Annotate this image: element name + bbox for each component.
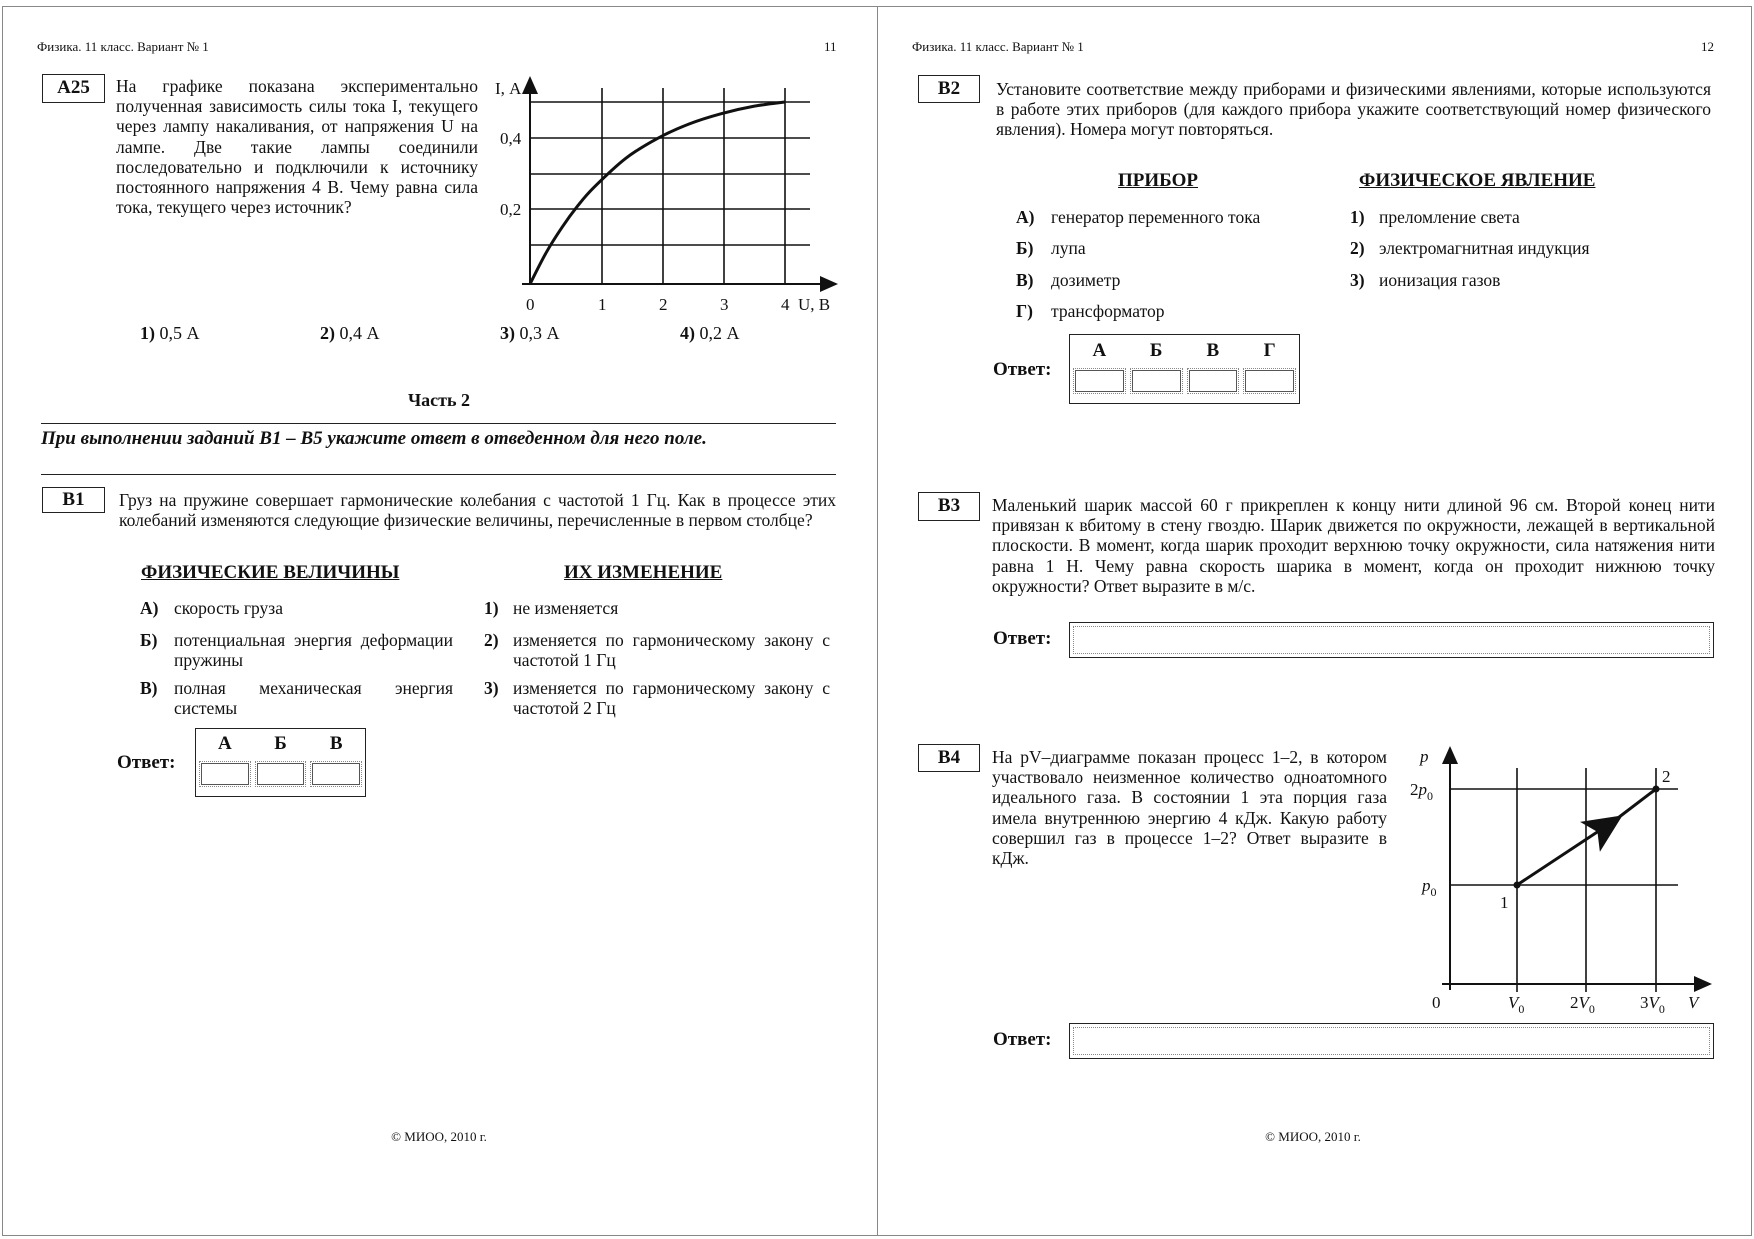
device-item: Б) лупа bbox=[1016, 238, 1086, 258]
option-value: 0,5 А bbox=[159, 323, 200, 343]
phenomenon-item: 3) ионизация газов bbox=[1350, 270, 1501, 290]
change-item: 2) изменяется по гармоническому закону с частотой 1 Гц bbox=[484, 630, 830, 670]
answer-column-header: А bbox=[217, 733, 232, 754]
answer-label: Ответ: bbox=[993, 359, 1052, 380]
task-tag-b2: В2 bbox=[918, 75, 980, 103]
x-axis-label: U, В bbox=[798, 295, 831, 314]
quantity-item: В) полная механическая энергия системы bbox=[140, 678, 453, 718]
part-title: Часть 2 bbox=[407, 390, 471, 410]
device-item: Г) трансформатор bbox=[1016, 301, 1165, 321]
origin-label: 0 bbox=[1432, 993, 1441, 1012]
part-instruction: При выполнении заданий В1 – В5 укажите ответ в отведенном для него поле. bbox=[41, 428, 707, 449]
column-heading: ФИЗИЧЕСКИЕ ВЕЛИЧИНЫ bbox=[141, 562, 400, 583]
answer-column-header: А bbox=[1092, 340, 1107, 361]
column-heading: ИХ ИЗМЕНЕНИЕ bbox=[564, 562, 723, 583]
x-tick: 2 bbox=[659, 295, 668, 314]
task-b4-text: На pV–диаграмме показан процесс 1–2, в котором участвовало неизменное количество одноатомного идеального газа. В состоянии 1 эта порция газа имела внутреннюю энергию 4 кДж. Какую работу совершил газ в процессе 1–2? Ответ выразите в кДж. bbox=[992, 747, 1387, 869]
answer-cell[interactable] bbox=[1130, 368, 1183, 394]
x-tick: 0 bbox=[526, 295, 535, 314]
task-b1-text: Груз на пружине совершает гармонические колебания с частотой 1 Гц. Как в процессе этих колебаний изменяются следующие физические величины, перечисленные в первом столбце? bbox=[119, 490, 836, 531]
option-3[interactable] bbox=[500, 323, 560, 344]
page-header: Физика. 11 класс. Вариант № 1 bbox=[37, 39, 209, 54]
process-arrow bbox=[1517, 817, 1620, 885]
x-tick: 4 bbox=[781, 295, 790, 314]
v-tick: $3V_0$ bbox=[1640, 993, 1665, 1016]
answer-column-header: Г bbox=[1263, 340, 1276, 361]
v-tick: $2V_0$ bbox=[1570, 993, 1595, 1016]
device-item: А) генератор переменного тока bbox=[1016, 207, 1261, 227]
divider bbox=[41, 474, 836, 475]
answer-cell[interactable] bbox=[310, 761, 362, 787]
p-tick: $2p_0$ bbox=[1410, 780, 1433, 803]
point-label: 1 bbox=[1500, 893, 1509, 912]
page-header: Физика. 11 класс. Вариант № 1 bbox=[912, 39, 1084, 54]
option-number: 1) bbox=[140, 323, 155, 343]
divider bbox=[41, 423, 836, 424]
x-tick: 3 bbox=[720, 295, 729, 314]
page-footer: © МИОО, 2010 г. bbox=[391, 1129, 487, 1144]
phenomenon-item: 1) преломление света bbox=[1350, 207, 1520, 227]
answer-label: Ответ: bbox=[117, 752, 176, 773]
task-tag-b4: В4 bbox=[918, 744, 980, 772]
p-axis-label: p bbox=[1420, 747, 1429, 766]
state-point-1 bbox=[1514, 882, 1521, 889]
task-tag-b3: В3 bbox=[918, 492, 980, 521]
answer-column-header: Б bbox=[274, 733, 287, 754]
iv-curve bbox=[530, 102, 785, 284]
task-b3-text: Маленький шарик массой 60 г прикреплен к концу нити длиной 96 см. Второй конец нити привязан к вбитому в стену гвоздю. Шарик движется по окружности, лежащей в вертикальной плоскости. В момент, когда шарик проходит верхнюю точку окружности, сила натяжения нити равна 1 Н. Чему равна скорость шарика в момент, когда он проходит нижнюю точку окружности? Ответ выразите в м/с. bbox=[992, 495, 1715, 596]
option-4[interactable] bbox=[680, 323, 740, 344]
y-tick: 0,2 bbox=[500, 200, 522, 219]
answer-column-header: В bbox=[329, 733, 343, 754]
answer-field-b3[interactable] bbox=[1069, 622, 1714, 658]
v-tick: $V_0$ bbox=[1508, 993, 1525, 1016]
task-tag-b1: В1 bbox=[42, 487, 105, 513]
process-line bbox=[1610, 789, 1656, 824]
option-number: 3) bbox=[500, 323, 515, 343]
answer-cell[interactable] bbox=[199, 761, 251, 787]
change-item: 3) изменяется по гармоническому закону с частотой 2 Гц bbox=[484, 678, 830, 718]
task-a25-text: На графике показана экспериментально полученная зависимость силы тока I, текущего через лампу накаливания, от напряжения U на лампе. Две такие лампы соединили последовательно и подключили к источнику постоянного напряжения 4 В. Чему равна сила тока, текущего через источник? bbox=[116, 76, 478, 218]
y-tick: 0,4 bbox=[500, 129, 522, 148]
state-point-2 bbox=[1653, 786, 1660, 793]
option-2[interactable] bbox=[320, 323, 380, 344]
answer-cell[interactable] bbox=[1243, 368, 1296, 394]
answer-column-header: В bbox=[1206, 340, 1220, 361]
point-label: 2 bbox=[1662, 767, 1671, 786]
current-voltage-graph bbox=[480, 70, 850, 320]
pv-grid bbox=[1450, 768, 1678, 992]
option-value: 0,4 А bbox=[339, 323, 380, 343]
column-heading: ФИЗИЧЕСКОЕ ЯВЛЕНИЕ bbox=[1359, 170, 1596, 191]
answer-cell[interactable] bbox=[1187, 368, 1240, 394]
task-tag-a25: А25 bbox=[42, 74, 105, 103]
answer-label: Ответ: bbox=[993, 1029, 1052, 1050]
option-value: 0,3 А bbox=[519, 323, 560, 343]
answer-table-b2 bbox=[1069, 334, 1300, 404]
graph-grid bbox=[530, 88, 810, 284]
answer-table-b1 bbox=[195, 728, 366, 797]
p-tick: $p_0$ bbox=[1422, 876, 1437, 899]
page-footer: © МИОО, 2010 г. bbox=[1265, 1129, 1361, 1144]
task-b2-text: Установите соответствие между приборами и физическими явлениями, которые используются в работе этих приборов (для каждого прибора укажите соответствующий номер физического явления). Номера могут повторяться. bbox=[996, 79, 1711, 140]
phenomenon-item: 2) электромагнитная индукция bbox=[1350, 238, 1590, 258]
answer-cell[interactable] bbox=[1073, 368, 1126, 394]
y-axis-label: I, А bbox=[495, 79, 522, 98]
v-axis-label: V bbox=[1688, 993, 1699, 1012]
quantity-item: А) скорость груза bbox=[140, 598, 283, 618]
answer-field-b4[interactable] bbox=[1069, 1023, 1714, 1059]
option-number: 2) bbox=[320, 323, 335, 343]
change-item: 1) не изменяется bbox=[484, 598, 619, 618]
quantity-item: Б) потенциальная энергия деформации пружины bbox=[140, 630, 453, 670]
pv-diagram bbox=[1400, 740, 1720, 1020]
page-number: 11 bbox=[824, 39, 837, 54]
page-number: 12 bbox=[1701, 39, 1714, 54]
device-item: В) дозиметр bbox=[1016, 270, 1121, 290]
option-1[interactable] bbox=[140, 323, 200, 344]
answer-label: Ответ: bbox=[993, 628, 1052, 649]
answer-column-header: Б bbox=[1149, 340, 1163, 361]
answer-cell[interactable] bbox=[255, 761, 307, 787]
option-number: 4) bbox=[680, 323, 695, 343]
x-tick: 1 bbox=[598, 295, 607, 314]
option-value: 0,2 А bbox=[699, 323, 740, 343]
column-heading: ПРИБОР bbox=[1118, 170, 1198, 191]
